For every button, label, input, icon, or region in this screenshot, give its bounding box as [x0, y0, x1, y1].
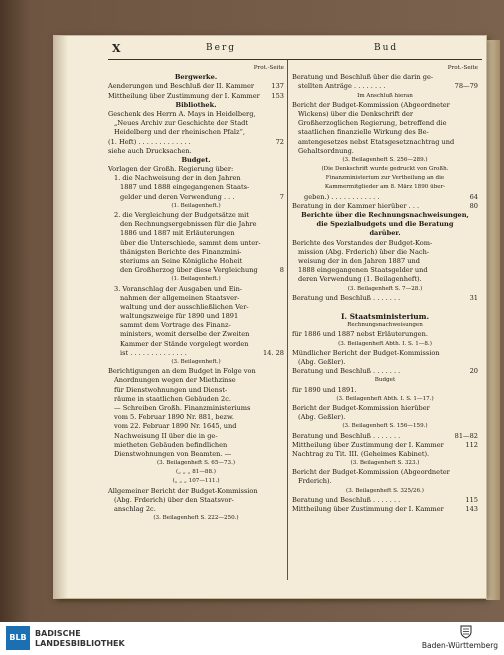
index-text: für Dienstwohnungen und Dienst-: [114, 385, 228, 394]
index-text: (1. Heft) . . . . . . . . . . . . .: [108, 137, 191, 146]
blb-logo[interactable]: BLB: [6, 626, 30, 650]
library-footer: [0, 622, 504, 655]
page-reference: 14. 28: [263, 348, 284, 357]
index-line: [108, 477, 284, 486]
index-line: [108, 340, 284, 349]
page-reference: 81—82: [454, 431, 478, 440]
index-line: [292, 376, 478, 385]
index-text: Mittheilung über Zustimmung der I. Kammer: [292, 440, 444, 449]
index-line: [292, 413, 478, 422]
index-line: [292, 294, 478, 303]
index-text: Finanzministerium zur Vertheilung an die: [325, 175, 445, 182]
index-text: Rechnungsnachweisungen: [347, 322, 423, 329]
index-line: [108, 110, 284, 119]
index-text: Kammermitglieder am 8. März 1890 über-: [324, 184, 446, 191]
index-line: [108, 321, 284, 330]
index-text: Bergwerke.: [174, 73, 218, 82]
index-line: [292, 496, 478, 505]
header-rule: [108, 59, 482, 60]
index-text: (3. Beilagenheft S. 222—250.): [153, 515, 239, 522]
index-line: [292, 101, 478, 110]
index-text: Prot.-Seite: [253, 65, 284, 71]
left-column: [108, 64, 284, 523]
page-reference: 112: [465, 440, 478, 449]
index-text: mission (Abg. Frderich) über die Nach-: [298, 247, 430, 256]
index-line: [292, 92, 478, 101]
index-line: [108, 330, 284, 339]
index-line: [292, 468, 478, 477]
index-text: I. Staatsministerium.: [340, 312, 430, 322]
index-text: Bibliothek.: [175, 100, 217, 109]
index-line: [292, 156, 478, 165]
index-line: [292, 110, 478, 119]
index-line: [108, 514, 284, 523]
index-text: Dienstwohnungen von Beamten. —: [114, 449, 232, 458]
index-line: [292, 211, 478, 220]
index-text: vom 22. Februar 1890 Nr. 1645, und: [114, 422, 237, 431]
index-line: [108, 468, 284, 477]
index-text: 1. die Nachweisung der in den Jahren: [114, 174, 241, 183]
page-reference: 153: [271, 91, 284, 100]
index-line: [108, 183, 284, 192]
index-line: [292, 358, 478, 367]
index-text: (Abg. Frderich) über den Staatsvor-: [114, 495, 234, 504]
index-text: die Spezialbudgets und die Beratung: [316, 220, 454, 229]
index-line: [292, 459, 478, 468]
index-text: Berichtigungen an dem Budget in Folge von: [108, 367, 256, 376]
index-text: Vorlagen der Großh. Regierung über:: [108, 165, 234, 174]
index-text: (Die Denkschrift wurde gedruckt von Großh.: [321, 166, 449, 173]
left-catchword: Berg: [206, 43, 237, 53]
index-line: [292, 82, 478, 91]
index-text: (3. Beilagenheft.): [171, 359, 221, 365]
index-line: [108, 459, 284, 468]
index-line: [108, 92, 284, 101]
index-text: (Abg. Geßler).: [298, 358, 346, 366]
index-line: [108, 505, 284, 514]
index-text: Gehaltsordnung.: [298, 146, 354, 155]
page-reference: 115: [465, 495, 478, 504]
index-text: darüber.: [369, 229, 401, 238]
index-text: 1886 und 1887 mit Erläuterungen: [120, 229, 235, 238]
index-text: siehe auch Drucksachen.: [108, 146, 192, 155]
index-line: [108, 193, 284, 202]
index-text: (3. Beilagenheft S. 325/26.): [346, 487, 424, 494]
index-text: Nachweisung II über die in ge-: [114, 431, 218, 440]
index-line: [292, 220, 478, 229]
index-text: ist . . . . . . . . . . . . . .: [120, 348, 187, 357]
index-line: [292, 266, 478, 275]
index-line: [108, 275, 284, 284]
page-reference: 31: [469, 293, 478, 302]
index-text: 1887 und 1888 eingegangenen Staats-: [120, 183, 250, 192]
index-line: [292, 386, 478, 395]
index-line: [108, 266, 284, 275]
index-text: 2. die Vergleichung der Budgetsätze mit: [114, 211, 249, 219]
coat-of-arms-icon: [460, 625, 472, 639]
index-text: vom 5. Februar 1890 Nr. 881, bezw.: [114, 413, 234, 422]
page-reference: 20: [469, 367, 478, 376]
index-text: für 1886 und 1887 nebst Erläuterungen.: [292, 330, 428, 339]
index-text: — Schreiben Großh. Finanzministeriums: [114, 403, 251, 412]
column-divider: [287, 60, 288, 580]
index-line: [108, 285, 284, 294]
index-text: amtengesetzes nebst Etatsgesetznachtrag und: [298, 137, 455, 146]
index-line: [292, 128, 478, 137]
index-text: Mittheilung über Zustimmung der I. Kammer: [108, 91, 260, 100]
index-text: Anordnungen wegen der Miethzinse: [114, 376, 236, 385]
index-line: [108, 101, 284, 110]
index-line: [108, 73, 284, 82]
index-line: [292, 239, 478, 248]
index-line: [108, 432, 284, 441]
index-text: Im Anschluß hieran: [357, 92, 413, 99]
index-line: [108, 119, 284, 128]
index-line: [292, 202, 478, 211]
index-line: [108, 220, 284, 229]
index-line: [108, 413, 284, 422]
index-text: Budget.: [181, 155, 211, 164]
index-text: den Großherzog über diese Vergleichung: [120, 266, 258, 275]
index-line: [292, 257, 478, 266]
running-header: [112, 42, 484, 58]
index-text: (1. Beilagenheft.): [171, 202, 221, 209]
index-line: [292, 64, 478, 73]
index-line: [292, 404, 478, 413]
index-line: [108, 386, 284, 395]
index-line: [292, 321, 478, 330]
index-line: [108, 496, 284, 505]
index-text: Heidelberg und der rheinischen Pfalz“,: [114, 128, 245, 137]
index-text: (3. Beilagenheft Abth. I. S. 1—17.): [336, 395, 434, 402]
library-name[interactable]: [35, 629, 125, 649]
index-line: [108, 487, 284, 496]
index-text: Beratung und Beschluß . . . . . . .: [292, 293, 401, 302]
index-line: [292, 275, 478, 284]
index-line: [292, 432, 478, 441]
index-text: Beratung und Beschluß . . . . . . .: [292, 495, 401, 504]
index-line: [292, 165, 478, 174]
index-text: Allgemeiner Bericht der Budget-Kommission: [108, 486, 258, 495]
index-text: anschlag 2c.: [114, 505, 156, 513]
index-text: den Rechnungsergebnissen für die Jahre: [120, 220, 257, 229]
index-text: mietheten Gebäuden befindlichen: [114, 440, 228, 449]
index-text: (3. Beilagenheft S. 156—159.): [342, 423, 428, 430]
index-line: [108, 229, 284, 238]
index-text: (3. Beilagenheft S. 65—73.): [156, 460, 236, 467]
index-text: Kammer der Stände vorgelegt worden: [120, 339, 249, 348]
index-line: [108, 202, 284, 211]
index-text: nahmen der allgemeinen Staatsver-: [120, 293, 240, 302]
index-line: [292, 248, 478, 257]
index-text: waltungszweige für 1890 und 1891: [120, 312, 239, 321]
index-line: [292, 441, 478, 450]
index-line: [292, 183, 478, 192]
index-line: [292, 174, 478, 183]
index-line: [108, 82, 284, 91]
index-line: [108, 248, 284, 257]
page-reference: 7: [279, 192, 284, 201]
index-text: Bericht der Budget-Kommission (Abgeordneter: [292, 100, 450, 109]
index-line: [108, 422, 284, 431]
index-line: [108, 156, 284, 165]
index-text: Geschenk des Herrn A. Mays in Heidelberg,: [108, 109, 256, 118]
index-line: [292, 330, 478, 339]
index-text: Großherzoglichen Regierung, betreffend die: [298, 119, 447, 128]
index-line: [292, 505, 478, 514]
index-text: stellten Anträge . . . . . . . .: [298, 82, 386, 91]
index-text: räume in staatlichen Gebäuden 2c.: [114, 394, 231, 403]
index-text: Mündlicher Bericht der Budget-Kommission: [292, 348, 440, 357]
state-label[interactable]: Baden-Württemberg: [421, 641, 498, 650]
index-line: [108, 404, 284, 413]
index-line: [292, 367, 478, 376]
index-line: [108, 441, 284, 450]
index-text: ministers, womit derselbe der Zweiten: [120, 330, 250, 339]
index-text: sammt dem Vortrage des Finanz-: [120, 321, 231, 330]
index-line: [108, 367, 284, 376]
index-text: Berichte über die Rechnungsnachweisungen,: [301, 211, 469, 219]
index-text: thänigsten Berichte des Finanzmini-: [120, 247, 242, 256]
index-text: Bericht der Budget-Kommission hierüber: [292, 403, 430, 412]
index-text: waltung und der ausschließlichen Ver-: [120, 302, 249, 311]
index-text: (3. Beilagenheft S. 323.): [350, 460, 420, 467]
page-reference: 80: [469, 201, 478, 210]
index-line: [292, 73, 478, 82]
index-text: Beratung und Beschluß . . . . . . .: [292, 431, 401, 440]
index-line: [108, 128, 284, 137]
index-line: [292, 422, 478, 431]
page-number: X: [112, 42, 121, 55]
index-text: steriums an Seine Königliche Hoheit: [120, 256, 243, 265]
index-text: Nachtrag zu Tit. III. (Geheimes Kabinet).: [292, 449, 430, 458]
index-line: [108, 147, 284, 156]
index-line: [292, 450, 478, 459]
index-line: [108, 349, 284, 358]
library-name-line1: BADISCHE: [35, 629, 81, 638]
index-text: 3. Voranschlag der Ausgaben und Ein-: [114, 284, 243, 293]
index-text: über die Unterschiede, sammt dem unter-: [120, 238, 261, 247]
index-line: [292, 229, 478, 238]
index-line: [108, 303, 284, 312]
index-line: [108, 294, 284, 303]
index-line: [292, 349, 478, 358]
library-name-line2: LANDESBIBLIOTHEK: [35, 639, 125, 648]
index-text: Mittheilung über Zustimmung der I. Kammer: [292, 505, 444, 513]
index-line: [292, 340, 478, 349]
index-line: [292, 395, 478, 404]
index-text: Budget: [374, 377, 396, 384]
index-line: [292, 138, 478, 147]
index-line: [292, 147, 478, 156]
index-text: Wickens) über die Denkschrift der: [298, 109, 414, 118]
page-reference: 64: [469, 192, 478, 201]
index-text: („ „ „ 107—111.): [172, 478, 220, 485]
page-reference: 137: [271, 82, 284, 91]
index-line: [292, 193, 478, 202]
index-text: Frderich).: [298, 477, 332, 486]
page-reference: 72: [275, 137, 284, 146]
page-reference: 143: [465, 505, 478, 513]
index-text: (3. Beilagenheft Abth. I. S. 1—8.): [338, 340, 432, 347]
index-text: 1888 eingegangenen Staatsgelder und: [298, 266, 428, 275]
index-text: Prot.-Seite: [447, 65, 478, 71]
index-line: [108, 64, 284, 73]
index-text: weisung der in den Jahren 1887 und: [298, 256, 420, 265]
gutter-shadow: [54, 36, 68, 598]
index-line: [108, 239, 284, 248]
index-line: [108, 312, 284, 321]
index-text: gelder und deren Verwendung . . .: [120, 192, 235, 201]
index-line: [108, 450, 284, 459]
page-reference: 78—79: [454, 82, 478, 91]
index-text: (3. Beilagenheft S. 7—28.): [347, 285, 423, 292]
index-text: Beratung und Beschluß . . . . . . .: [292, 367, 401, 376]
index-text: „Neues Archiv zur Geschichte der Stadt: [114, 119, 248, 128]
index-text: deren Verwendung (1. Beilagenheft).: [298, 275, 422, 284]
page-reference: 8: [279, 266, 284, 275]
index-line: [108, 395, 284, 404]
index-line: [108, 376, 284, 385]
index-text: Aenderungen und Beschluß der II. Kammer: [108, 82, 255, 91]
index-text: staatlichen finanzielle Wirkung des Be-: [298, 128, 429, 137]
index-line: [292, 119, 478, 128]
index-line: [108, 138, 284, 147]
index-line: [292, 303, 478, 312]
index-text: (3. Beilagenheft S. 256—289.): [342, 156, 428, 163]
index-line: [292, 477, 478, 486]
page-edge: [486, 40, 500, 600]
index-text: (1. Beilagenheft.): [171, 276, 221, 283]
index-line: [292, 312, 478, 321]
index-text: Beratung in der Kammer hierüber . . .: [292, 201, 420, 210]
index-line: [108, 174, 284, 183]
index-text: Bericht der Budget-Kommission (Abgeordneter: [292, 468, 450, 477]
index-line: [108, 165, 284, 174]
index-line: [292, 487, 478, 496]
right-column: [292, 64, 478, 514]
index-text: Berichte des Vorstandes der Budget-Kom-: [292, 238, 433, 247]
index-text: geben.) . . . . . . . . . . . .: [304, 192, 380, 201]
index-text: (Abg. Geßler).: [298, 413, 346, 422]
index-text: Beratung und Beschluß über die darin ge-: [292, 73, 434, 82]
index-line: [108, 358, 284, 367]
index-line: [292, 285, 478, 294]
right-catchword: Bud: [374, 43, 399, 53]
index-text: („ „ „ 81—88.): [175, 469, 216, 476]
index-line: [108, 257, 284, 266]
index-line: [108, 211, 284, 220]
index-text: für 1890 und 1891.: [292, 385, 357, 394]
